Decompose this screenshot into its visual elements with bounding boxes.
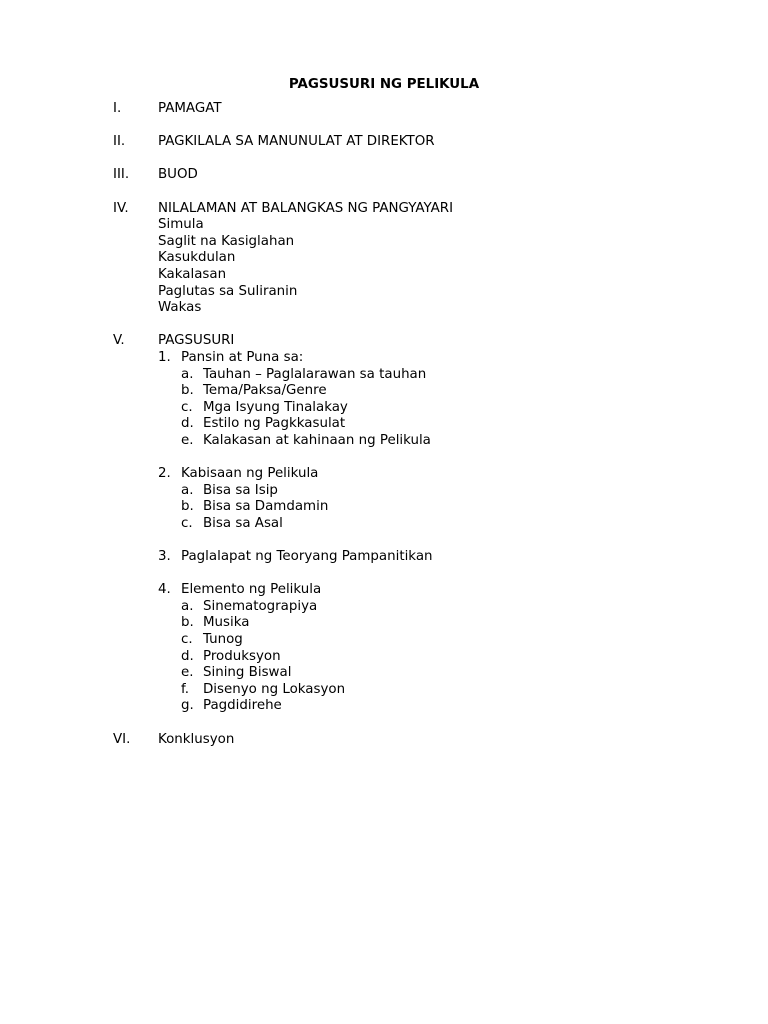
numbered-item	[0, 582, 768, 599]
numbered-item	[0, 350, 768, 367]
item-letter: a.	[181, 482, 194, 498]
item-letter: e.	[181, 665, 194, 681]
lettered-item	[0, 367, 768, 384]
lettered-item	[0, 615, 768, 632]
item-text: Tunog	[203, 632, 243, 647]
item-letter: e.	[181, 432, 194, 448]
list-item-text: Saglit na Kasiglahan	[158, 233, 295, 249]
item-letter: c.	[181, 515, 193, 531]
section-number: IV.	[113, 200, 129, 216]
item-text: Bisa sa Damdamin	[203, 499, 329, 515]
item-text: Mga Isyung Tinalakay	[203, 399, 348, 415]
lettered-item	[0, 433, 768, 450]
list-item-text: Wakas	[158, 300, 202, 316]
item-label: Elemento ng Pelikula	[181, 582, 322, 598]
item-text: Disenyo ng Lokasyon	[203, 681, 346, 697]
list-item-text: Kasukdulan	[158, 250, 236, 266]
item-text: Sinematograpiya	[203, 598, 318, 614]
lettered-item	[0, 400, 768, 417]
numbered-item	[0, 466, 768, 483]
section-heading	[0, 732, 768, 749]
section-label: PAGKILALA SA MANUNULAT AT DIREKTOR	[158, 134, 435, 150]
item-letter: b.	[181, 615, 194, 631]
list-item-text: Paglutas sa Suliranin	[158, 283, 298, 299]
list-item	[0, 300, 768, 317]
numbered-item	[0, 549, 768, 566]
item-letter: c.	[181, 399, 193, 415]
list-item	[0, 250, 768, 267]
item-text: Tema/Paksa/Genre	[203, 383, 327, 399]
item-number: 3.	[158, 549, 171, 565]
item-number: 1.	[158, 349, 171, 365]
section-number: VI.	[113, 731, 131, 747]
item-letter: d.	[181, 416, 194, 432]
section-heading	[0, 167, 768, 184]
item-text: Estilo ng Pagkkasulat	[203, 416, 346, 432]
section-label: PAGSUSURI	[158, 333, 235, 349]
section-label: NILALAMAN AT BALANGKAS NG PANGYAYARI	[158, 200, 454, 216]
list-item-text: Kakalasan	[158, 266, 227, 282]
item-letter: b.	[181, 499, 194, 515]
lettered-item	[0, 665, 768, 682]
lettered-item	[0, 649, 768, 666]
list-item	[0, 284, 768, 301]
item-label: Paglalapat ng Teoryang Pampanitikan	[181, 549, 433, 565]
item-text: Bisa sa Asal	[203, 515, 283, 531]
item-letter: c.	[181, 632, 193, 647]
item-letter: b.	[181, 383, 194, 399]
section-label: PAMAGAT	[158, 101, 222, 116]
item-text: Pagdidirehe	[203, 698, 282, 714]
item-text: Bisa sa Isip	[203, 482, 278, 498]
section-number: II.	[113, 134, 126, 150]
item-text: Sining Biswal	[203, 665, 292, 681]
document-title: PAGSUSURI NG PELIKULA	[288, 77, 480, 92]
item-letter: a.	[181, 366, 194, 382]
outline	[0, 101, 768, 748]
lettered-item	[0, 632, 768, 649]
item-text: Musika	[203, 615, 250, 631]
section-heading	[0, 333, 768, 350]
lettered-item	[0, 416, 768, 433]
section-number: III.	[113, 167, 130, 183]
lettered-item	[0, 682, 768, 699]
item-letter: g.	[181, 698, 194, 714]
section-label: Konklusyon	[158, 731, 235, 747]
section-number: V.	[113, 333, 125, 349]
item-letter: d.	[181, 648, 194, 664]
item-letter: a.	[181, 598, 194, 614]
section-heading	[0, 134, 768, 151]
item-label: Kabisaan ng Pelikula	[181, 466, 319, 482]
list-item	[0, 234, 768, 251]
list-item	[0, 217, 768, 234]
list-item-text: Simula	[158, 217, 204, 233]
item-number: 2.	[158, 466, 171, 482]
lettered-item	[0, 599, 768, 616]
section-heading	[0, 101, 768, 118]
item-number: 4.	[158, 582, 171, 598]
lettered-item	[0, 483, 768, 500]
item-letter: f.	[181, 681, 189, 697]
lettered-item	[0, 499, 768, 516]
section-number: I.	[113, 101, 122, 116]
section-label: BUOD	[158, 167, 198, 183]
item-text: Tauhan – Paglalarawan sa tauhan	[203, 366, 427, 382]
item-text: Produksyon	[203, 648, 281, 664]
lettered-item	[0, 516, 768, 533]
item-text: Kalakasan at kahinaan ng Pelikula	[203, 432, 431, 448]
list-item	[0, 267, 768, 284]
item-label: Pansin at Puna sa:	[181, 349, 304, 365]
section-heading	[0, 201, 768, 218]
lettered-item	[0, 698, 768, 715]
lettered-item	[0, 383, 768, 400]
